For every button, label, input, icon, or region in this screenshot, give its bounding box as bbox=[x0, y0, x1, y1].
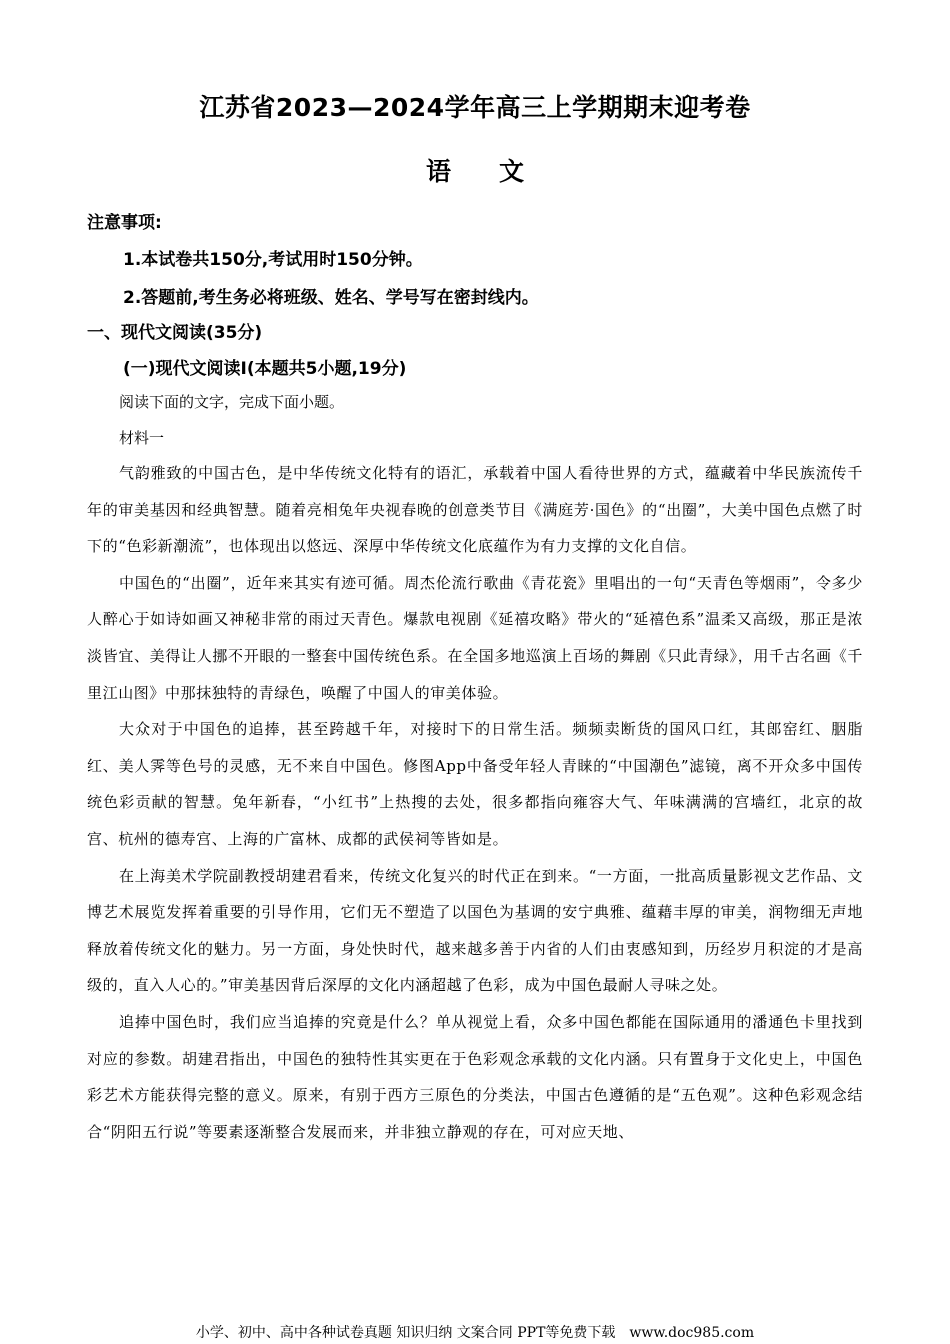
subject-title: 语文 bbox=[425, 157, 572, 186]
passage-paragraph-5: 追捧中国色时，我们应当追捧的究竟是什么？单从视觉上看，众多中国色都能在国际通用的潘通色卡里找到对应的参数。胡建君指出，中国色的独特性其实更在于色彩观念承载的文化内涵。只有置身于文化史上，中国色彩艺术方能获得完整的意义。原来，有别于西方三原色的分类法，中国古色遵循的是“五色观”。这种色彩观念结合“阴阳五行说”等要素逐渐整合发展而来，并非独立静观的存在，可对应天地、 bbox=[87, 1012, 863, 1141]
passage-paragraph-4: 在上海美术学院副教授胡建君看来，传统文化复兴的时代正在到来。“一方面，一批高质量影视文艺作品、文博艺术展览发挥着重要的引导作用，它们无不塑造了以国色为基调的安宁典雅、蕴藉丰厚的审美，润物细无声地释放着传统文化的魅力。另一方面，身处快时代，越来越多善于内省的人们由衷感知到，历经岁月积淀的才是高级的，直入人心的。”审美基因背后深厚的文化内涵超越了色彩，成为中国色最耐人寻味之处。 bbox=[87, 866, 863, 995]
exam-title: 江苏省2023—2024学年高三上学期期末迎考卷 bbox=[199, 93, 751, 122]
passage-paragraph-3: 大众对于中国色的追捧，甚至跨越千年，对接时下的日常生活。频频卖断货的国风口红，其郎窑红、胭脂红、美人霁等色号的灵感，无不来自中国色。修图App中备受年轻人青睐的“中国潮色”滤镜，离不开众多中国传统色彩贡献的智慧。兔年新春，“小红书”上热搜的去处，很多都指向雍容大气、年味满满的宫墙红，北京的故宫、杭州的德寿宫、上海的广富林、成都的武侯祠等皆如是。 bbox=[87, 720, 863, 848]
passage-paragraph-2: 中国色的“出圈”，近年来其实有迹可循。周杰伦流行歌曲《青花瓷》里唱出的一句“天青色等烟雨”，令多少人醉心于如诗如画又神秘非常的雨过天青色。爆款电视剧《延禧攻略》带火的“延禧色系”温柔又高级，那正是浓淡皆宜、美得让人挪不开眼的一整套中国传统色系。在全国多地巡演上百场的舞剧《只此青绿》，用千古名画《千里江山图》中那抹独特的青绿色，唤醒了中国人的审美体验。 bbox=[87, 573, 864, 702]
material-label: 材料一 bbox=[119, 429, 165, 447]
page-footer: 小学、初中、高中各种试卷真题 知识归纳 文案合同 PPT等免费下载 www.doc985.com bbox=[195, 1325, 755, 1341]
notice-item-1: 1.本试卷共150分,考试用时150分钟。 bbox=[123, 250, 423, 270]
notice-heading: 注意事项: bbox=[87, 213, 162, 233]
passage-paragraph-1: 气韵雅致的中国古色，是中华传统文化特有的语汇，承载着中国人看待世界的方式，蕴藏着中华民族流传千年的审美基因和经典智慧。随着亮相兔年央视春晚的创意类节目《满庭芳·国色》的“出圈”，大美中国色点燃了时下的“色彩新潮流”，也体现出以悠远、深厚中华传统文化底蕴作为有力支撑的文化自信。 bbox=[87, 464, 863, 556]
passage-body bbox=[87, 455, 863, 1150]
subsection-heading: (一)现代文阅读Ⅰ(本题共5小题,19分) bbox=[123, 359, 407, 379]
reading-instruction: 阅读下面的文字，完成下面小题。 bbox=[119, 393, 345, 411]
section-heading: 一、现代文阅读(35分) bbox=[87, 323, 263, 343]
notice-item-2: 2.答题前,考生务必将班级、姓名、学号写在密封线内。 bbox=[123, 288, 539, 308]
